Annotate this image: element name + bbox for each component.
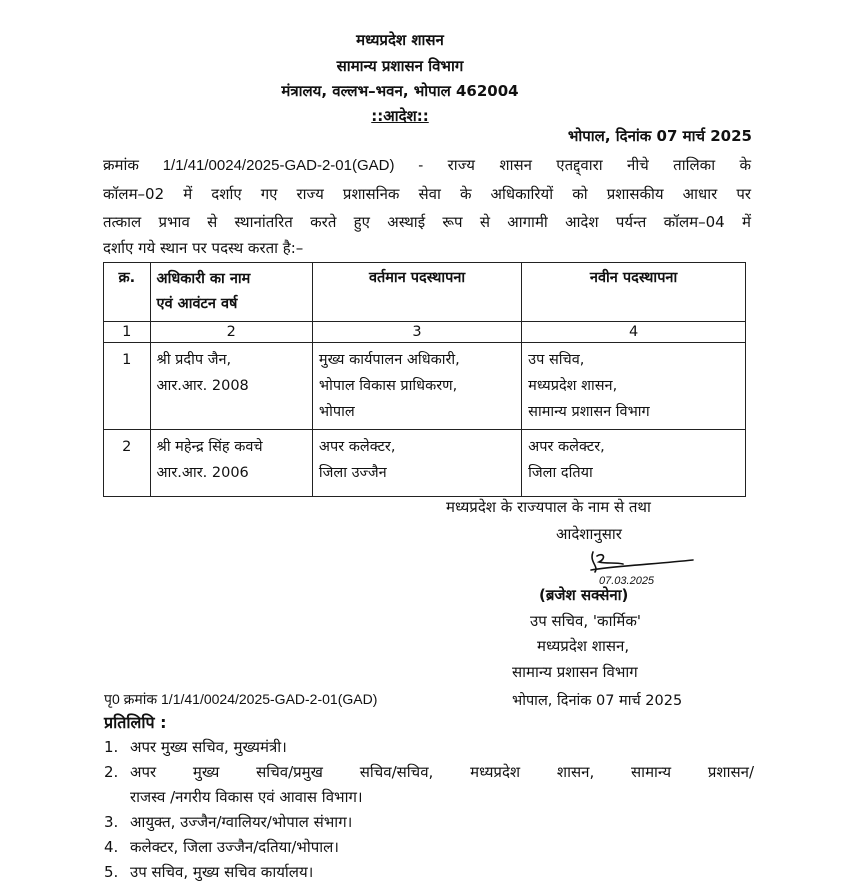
header-new-posting: नवीन पदस्थापना bbox=[522, 263, 746, 322]
by-order-line: आदेशानुसार bbox=[556, 525, 622, 543]
list-item bbox=[104, 760, 754, 810]
current-posting-line: भोपाल bbox=[318, 404, 355, 420]
endorsement-reference: पृ0 क्रमांक 1/1/41/0024/2025-GAD-2-01(GAD) bbox=[104, 691, 378, 707]
officer-cell bbox=[150, 343, 312, 430]
header-officer-line-1: अधिकारी का नाम bbox=[156, 271, 251, 287]
new-posting-line: जिला दतिया bbox=[528, 465, 593, 481]
officer-batch: आर.आर. 2008 bbox=[156, 378, 249, 394]
current-posting-line: मुख्य कार्यपालन अधिकारी, bbox=[318, 352, 460, 368]
signatory-designation: उप सचिव, 'कार्मिक' bbox=[530, 612, 641, 630]
posting-table bbox=[103, 262, 746, 497]
order-paragraph-line-4: दर्शाए गये स्थान पर पदस्थ करता है:– bbox=[103, 239, 304, 257]
list-item-text: कलेक्टर, जिला उज्जैन/दतिया/भोपाल। bbox=[130, 838, 339, 856]
column-number: 1 bbox=[104, 322, 151, 343]
officer-cell bbox=[150, 430, 312, 497]
signatory-name: (ब्रजेश सक्सेना) bbox=[539, 586, 629, 604]
list-item-number: 4. bbox=[104, 838, 119, 856]
column-number: 2 bbox=[150, 322, 312, 343]
new-posting-line: अपर कलेक्टर, bbox=[528, 439, 605, 455]
list-item-text-continued: राजस्व /नगरीय विकास एवं आवास विभाग। bbox=[130, 788, 363, 806]
list-item bbox=[104, 810, 754, 835]
list-item-number: 5. bbox=[104, 863, 119, 881]
current-posting-line: भोपाल विकास प्राधिकरण, bbox=[318, 378, 458, 394]
copy-to-list bbox=[104, 735, 754, 885]
header-state-government: मध्यप्रदेश शासन bbox=[356, 31, 444, 49]
list-item bbox=[104, 735, 754, 760]
list-item-number: 2. bbox=[104, 763, 119, 781]
serial-number: 1 bbox=[104, 343, 151, 430]
table-row bbox=[104, 343, 746, 430]
header-current-posting: वर्तमान पदस्थापना bbox=[312, 263, 521, 322]
list-item bbox=[104, 860, 754, 885]
order-paragraph-line-2: कॉलम–02 में दर्शाए गए राज्य प्रशासनिक सेवा के अधिकारियों को प्रशासकीय आधार पर bbox=[103, 185, 751, 203]
list-item-text: आयुक्त, उज्जैन/ग्वालियर/भोपाल संभाग। bbox=[130, 813, 353, 831]
new-posting-cell bbox=[522, 343, 746, 430]
list-item-number: 1. bbox=[104, 738, 119, 756]
list-item bbox=[104, 835, 754, 860]
list-item-number: 3. bbox=[104, 813, 119, 831]
header-department: सामान्य प्रशासन विभाग bbox=[336, 57, 464, 75]
header-officer bbox=[150, 263, 312, 322]
officer-name: श्री प्रदीप जैन, bbox=[156, 352, 232, 368]
new-posting-line: सामान्य प्रशासन विभाग bbox=[528, 404, 650, 420]
header-address: मंत्रालय, वल्लभ–भवन, भोपाल 462004 bbox=[281, 82, 519, 100]
current-posting-line: अपर कलेक्टर, bbox=[318, 439, 396, 455]
endorsement-date: भोपाल, दिनांक 07 मार्च 2025 bbox=[512, 693, 683, 709]
header-officer-line-2: एवं आवंटन वर्ष bbox=[156, 296, 238, 312]
list-item-text: अपर मुख्य सचिव/प्रमुख सचिव/सचिव, मध्यप्रदेश शासन, सामान्य प्रशासन/ bbox=[130, 763, 754, 781]
order-reference-number: क्रमांक 1/1/41/0024/2025-GAD-2-01(GAD) - bbox=[103, 157, 424, 174]
table-header-row bbox=[104, 263, 746, 322]
list-item-text: अपर मुख्य सचिव, मुख्यमंत्री। bbox=[130, 738, 287, 756]
signatory-org-line-2: सामान्य प्रशासन विभाग bbox=[512, 663, 638, 681]
column-number: 4 bbox=[522, 322, 746, 343]
current-posting-cell bbox=[312, 430, 521, 497]
officer-name: श्री महेन्द्र सिंह कवचे bbox=[156, 439, 263, 455]
order-date: भोपाल, दिनांक 07 मार्च 2025 bbox=[567, 127, 752, 145]
current-posting-line: जिला उज्जैन bbox=[318, 465, 387, 481]
officer-batch: आर.आर. 2006 bbox=[156, 465, 249, 481]
signature-date: 07.03.2025 bbox=[599, 575, 655, 587]
order-title: ::आदेश:: bbox=[371, 107, 429, 125]
table-row bbox=[104, 430, 746, 497]
signatory-org-line-1: मध्यप्रदेश शासन, bbox=[537, 637, 630, 655]
current-posting-cell bbox=[312, 343, 521, 430]
column-number-row bbox=[104, 322, 746, 343]
order-text-1: राज्य शासन एतद्द्वारा नीचे तालिका के bbox=[447, 156, 751, 174]
governor-authority-line: मध्यप्रदेश के राज्यपाल के नाम से तथा bbox=[446, 498, 651, 516]
new-posting-line: मध्यप्रदेश शासन, bbox=[528, 378, 618, 394]
column-number: 3 bbox=[312, 322, 521, 343]
order-paragraph-line-3: तत्काल प्रभाव से स्थानांतरित करते हुए अस्थाई रूप से आगामी आदेश पर्यन्त कॉलम–04 में bbox=[103, 213, 751, 231]
new-posting-cell bbox=[522, 430, 746, 497]
new-posting-line: उप सचिव, bbox=[528, 352, 585, 368]
signature-scribble-icon bbox=[585, 548, 700, 588]
order-paragraph-line-1 bbox=[103, 155, 751, 175]
header-serial: क्र. bbox=[104, 263, 151, 322]
list-item-text: उप सचिव, मुख्य सचिव कार्यालय। bbox=[130, 863, 314, 881]
copy-to-title: प्रतिलिपि : bbox=[104, 713, 167, 732]
handwritten-signature bbox=[585, 548, 700, 588]
serial-number: 2 bbox=[104, 430, 151, 497]
